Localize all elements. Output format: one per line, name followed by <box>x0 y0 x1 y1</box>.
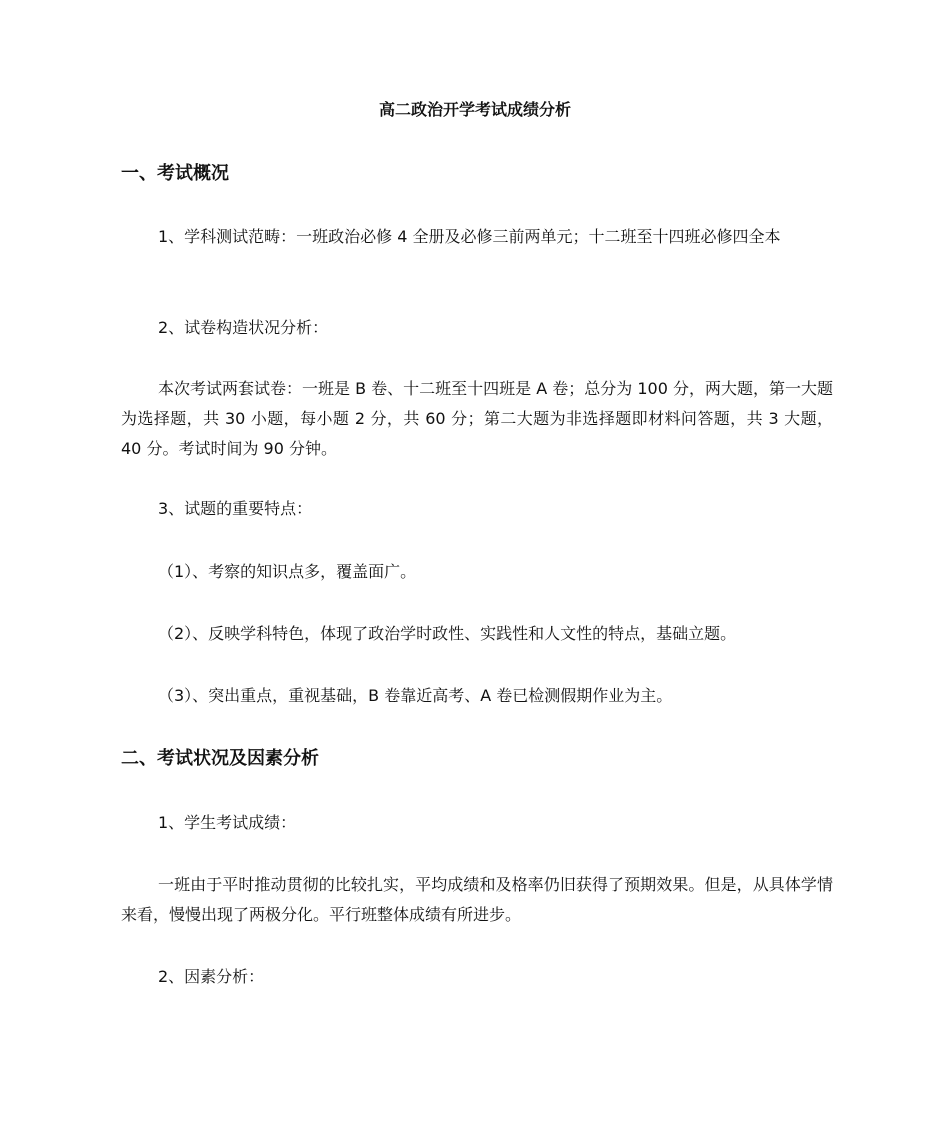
paragraph-factor-analysis-label: 2、因素分析： <box>158 967 265 986</box>
paragraph-test-scope: 1、学科测试范畴：一班政治必修 4 全册及必修三前两单元；十二班至十四班必修四全本 <box>158 227 781 246</box>
document-title: 高二政治开学考试成绩分析 <box>378 100 571 119</box>
list-item-feature-2: （2）、反映学科特色，体现了政治学时政性、实践性和人文性的特点，基础立题。 <box>158 624 737 643</box>
section-heading-analysis: 二、考试状况及因素分析 <box>121 748 319 769</box>
paragraph-key-features-label: 3、试题的重要特点： <box>158 499 313 518</box>
section-heading-overview: 一、考试概况 <box>121 163 229 184</box>
paragraph-scores-detail: 一班由于平时推动贯彻的比较扎实，平均成绩和及格率仍旧获得了预期效果。但是，从具体学情来看，慢慢出现了两极分化。平行班整体成绩有所进步。 <box>121 875 833 924</box>
list-item-feature-3: （3）、突出重点，重视基础，B 卷靠近高考、A 卷已检测假期作业为主。 <box>158 686 673 705</box>
list-item-feature-1: （1）、考察的知识点多，覆盖面广。 <box>158 562 417 581</box>
paragraph-paper-structure-detail: 本次考试两套试卷：一班是 B 卷、十二班至十四班是 A 卷；总分为 100 分，两大题，第一大题为选择题，共 30 小题，每小题 2 分，共 60 分；第二大题为非选择题即材料问答题，共 3 大题，40 分。考试时间为 90 分钟。 <box>121 379 833 458</box>
paragraph-paper-structure-label: 2、试卷构造状况分析： <box>158 318 329 337</box>
paragraph-scores-label: 1、学生考试成绩： <box>158 813 297 832</box>
